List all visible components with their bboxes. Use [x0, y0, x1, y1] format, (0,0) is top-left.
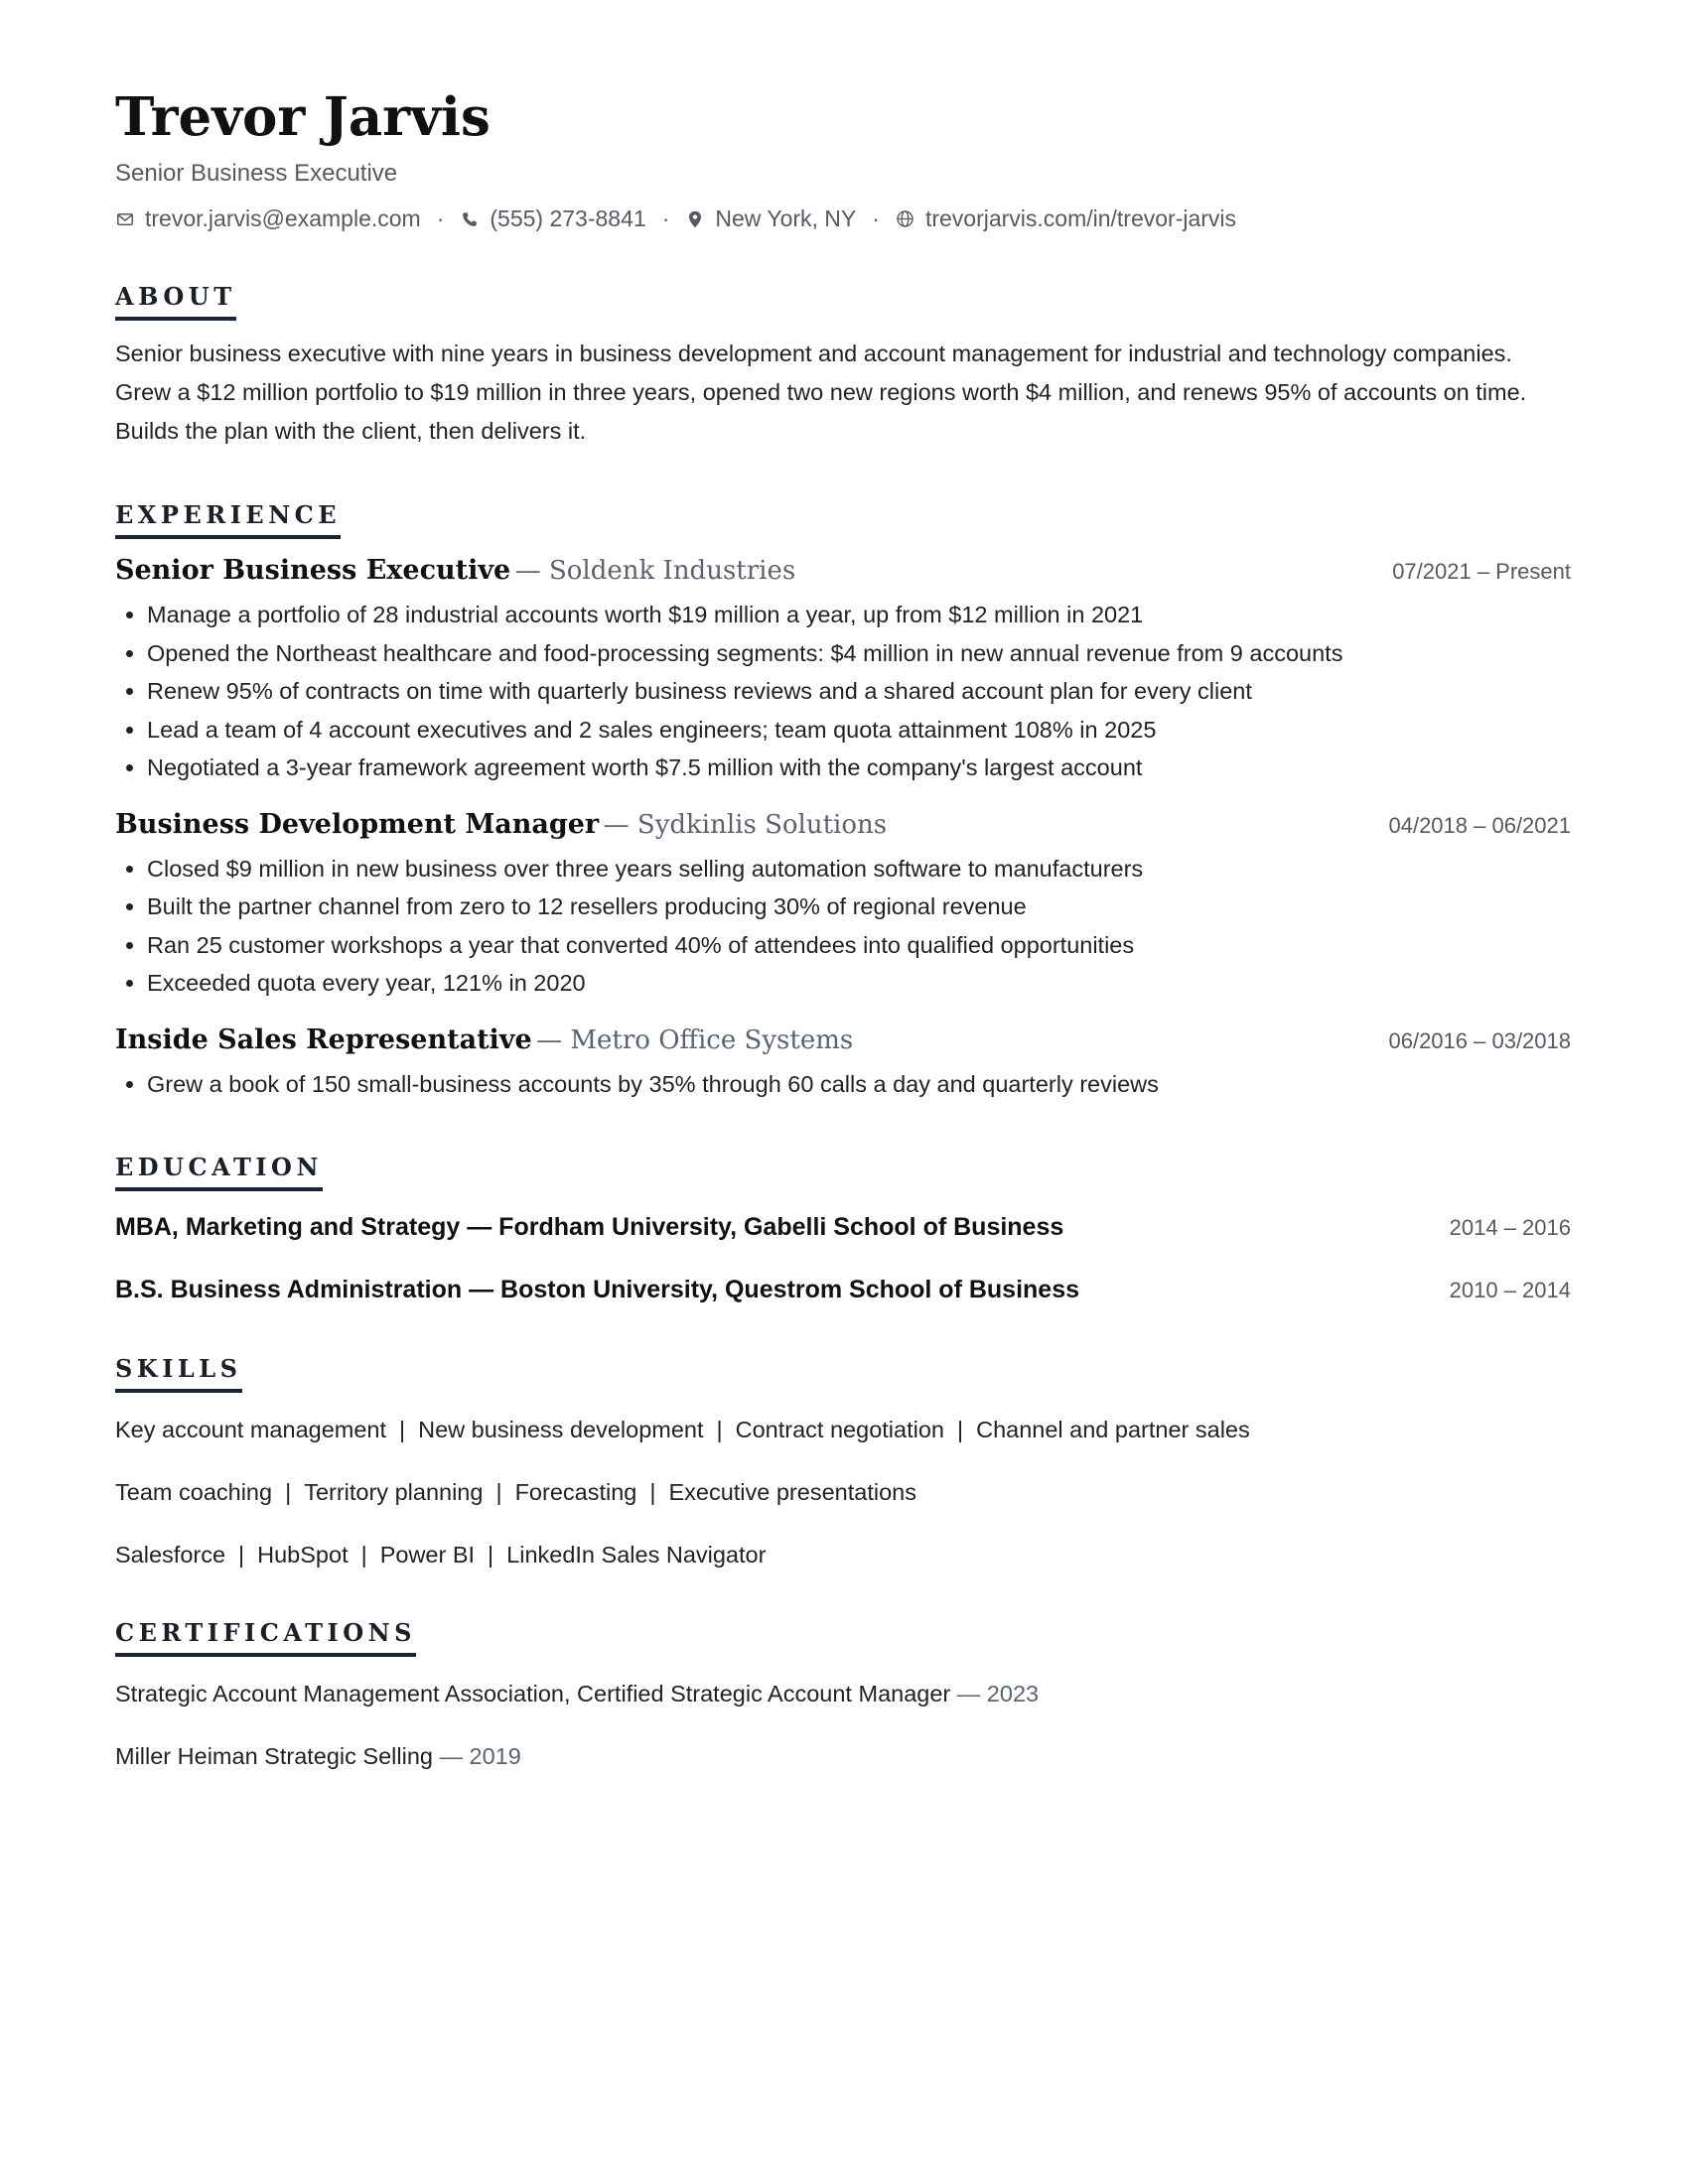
skill-item: Channel and partner sales: [976, 1417, 1250, 1442]
education-section: [115, 1153, 1571, 1304]
job-bullet: • Negotiated a 3-year framework agreement worth $7.5 million with the company's largest account: [147, 749, 1571, 787]
experience-section: [115, 500, 1571, 1103]
contact-row: [115, 205, 1571, 232]
job-bullet: • Renew 95% of contracts on time with quarterly business reviews and a shared account plan for every client: [147, 672, 1571, 711]
contact-separator: ·: [436, 205, 445, 231]
certification-name: Miller Heiman Strategic Selling: [115, 1743, 433, 1769]
job-header: [115, 1024, 1571, 1055]
certification-year: — 2023: [956, 1681, 1040, 1706]
location-text: New York, NY: [715, 205, 857, 231]
certification-entry: [115, 1681, 1571, 1707]
skill-item: Key account management: [115, 1417, 387, 1442]
skill-separator: |: [716, 1417, 723, 1442]
globe-icon: [896, 209, 915, 229]
skill-item: Executive presentations: [668, 1479, 916, 1505]
contact-separator: ·: [872, 205, 880, 231]
section-title-about: ABOUT: [115, 282, 236, 321]
job-header: [115, 809, 1571, 840]
skill-item: Power BI: [379, 1542, 476, 1568]
job-company: — Metro Office Systems: [536, 1024, 854, 1055]
job-bullets: [115, 850, 1571, 1003]
skill-item: Contract negotiation: [735, 1417, 944, 1442]
job-title: Inside Sales Representative: [115, 1024, 532, 1055]
skill-item: Forecasting: [514, 1479, 637, 1505]
skill-separator: |: [360, 1542, 367, 1568]
job-title: Senior Business Executive: [115, 555, 511, 586]
website-text: trevorjarvis.com/in/trevor-jarvis: [924, 205, 1237, 231]
location-pin-icon: [685, 209, 705, 229]
skill-item: LinkedIn Sales Navigator: [506, 1542, 767, 1568]
job-bullet: • Ran 25 customer workshops a year that converted 40% of attendees into qualified opportunities: [147, 926, 1571, 965]
skill-separator: |: [399, 1417, 406, 1442]
certifications-section: [115, 1618, 1571, 1770]
certification-entry: [115, 1743, 1571, 1770]
skills-line: [115, 1417, 1571, 1443]
job-entry: [115, 555, 1571, 787]
education-degree: MBA, Marketing and Strategy — Fordham University, Gabelli School of Business: [115, 1213, 1064, 1241]
mail-icon: [115, 209, 135, 229]
skill-item: Salesforce: [115, 1542, 226, 1568]
skills-line: [115, 1542, 1571, 1569]
about-section: [115, 282, 1571, 451]
education-dates: 2014 – 2016: [1449, 1215, 1571, 1240]
section-title-skills: SKILLS: [115, 1354, 242, 1393]
certification-year: — 2019: [439, 1743, 521, 1769]
skill-item: Territory planning: [304, 1479, 484, 1505]
education-entry: [115, 1276, 1571, 1304]
phone-text: (555) 273-8841: [490, 205, 646, 231]
education-dates: 2010 – 2014: [1449, 1278, 1571, 1302]
phone-icon: [460, 209, 480, 229]
certification-name: Strategic Account Management Association, Certified Strategic Account Manager: [115, 1681, 951, 1706]
job-bullet: • Lead a team of 4 account executives and 2 sales engineers; team quota attainment 108% in 2025: [147, 711, 1571, 750]
job-dates: 06/2016 – 03/2018: [1388, 1027, 1571, 1053]
job-bullet: • Grew a book of 150 small-business accounts by 35% through 60 calls a day and quarterly reviews: [147, 1065, 1571, 1104]
skill-separator: |: [649, 1479, 656, 1505]
skill-separator: |: [956, 1417, 964, 1442]
contact-website[interactable]: [896, 205, 1236, 232]
job-company: — Soldenk Industries: [514, 556, 796, 586]
job-title: Business Development Manager: [115, 808, 600, 840]
contact-location: [685, 205, 856, 232]
skill-separator: |: [495, 1479, 502, 1505]
skill-item: New business development: [418, 1417, 704, 1442]
job-dates: 04/2018 – 06/2021: [1388, 812, 1571, 838]
contact-phone[interactable]: [460, 205, 645, 232]
section-title-certifications: CERTIFICATIONS: [115, 1618, 416, 1657]
email-text: trevor.jarvis@example.com: [145, 205, 421, 231]
skills-line: [115, 1479, 1571, 1506]
job-bullet: • Closed $9 million in new business over three years selling automation software to manufacturers: [147, 850, 1571, 888]
contact-separator: ·: [661, 205, 670, 231]
section-title-education: EDUCATION: [115, 1153, 323, 1191]
job-bullet: • Built the partner channel from zero to 12 resellers producing 30% of regional revenue: [147, 887, 1571, 926]
education-degree: B.S. Business Administration — Boston University, Questrom School of Business: [115, 1276, 1079, 1303]
section-title-experience: EXPERIENCE: [115, 500, 341, 539]
skill-item: HubSpot: [257, 1542, 349, 1568]
skill-item: Team coaching: [115, 1479, 273, 1505]
skill-separator: |: [238, 1542, 245, 1568]
job-header: [115, 555, 1571, 586]
job-bullets: [115, 596, 1571, 787]
job-bullet: • Opened the Northeast healthcare and food-processing segments: $4 million in new annual revenue from 9 accounts: [147, 634, 1571, 673]
candidate-headline: Senior Business Executive: [115, 160, 398, 187]
job-entry: [115, 1024, 1571, 1104]
job-dates: 07/2021 – Present: [1392, 559, 1571, 584]
skill-separator: |: [488, 1542, 494, 1568]
contact-email[interactable]: [115, 205, 421, 232]
skill-separator: |: [285, 1479, 292, 1505]
job-bullet: • Exceeded quota every year, 121% in 2020: [147, 964, 1571, 1003]
skills-section: [115, 1354, 1571, 1569]
job-company: — Sydkinlis Solutions: [603, 809, 888, 840]
candidate-name: Trevor Jarvis: [115, 86, 491, 148]
job-entry: [115, 809, 1571, 1003]
about-text: Senior business executive with nine years in business development and account management for industrial and technology companies. Grew a $12 million portfolio to $19 million in three years, opened two new regions worth $4 million, and renews 95% of accounts on time. Builds the plan with the client, then delivers it.: [115, 341, 1527, 444]
education-entry: [115, 1213, 1571, 1242]
job-bullets: [115, 1065, 1571, 1104]
job-bullet: • Manage a portfolio of 28 industrial accounts worth $19 million a year, up from $12 million in 2021: [147, 596, 1571, 634]
